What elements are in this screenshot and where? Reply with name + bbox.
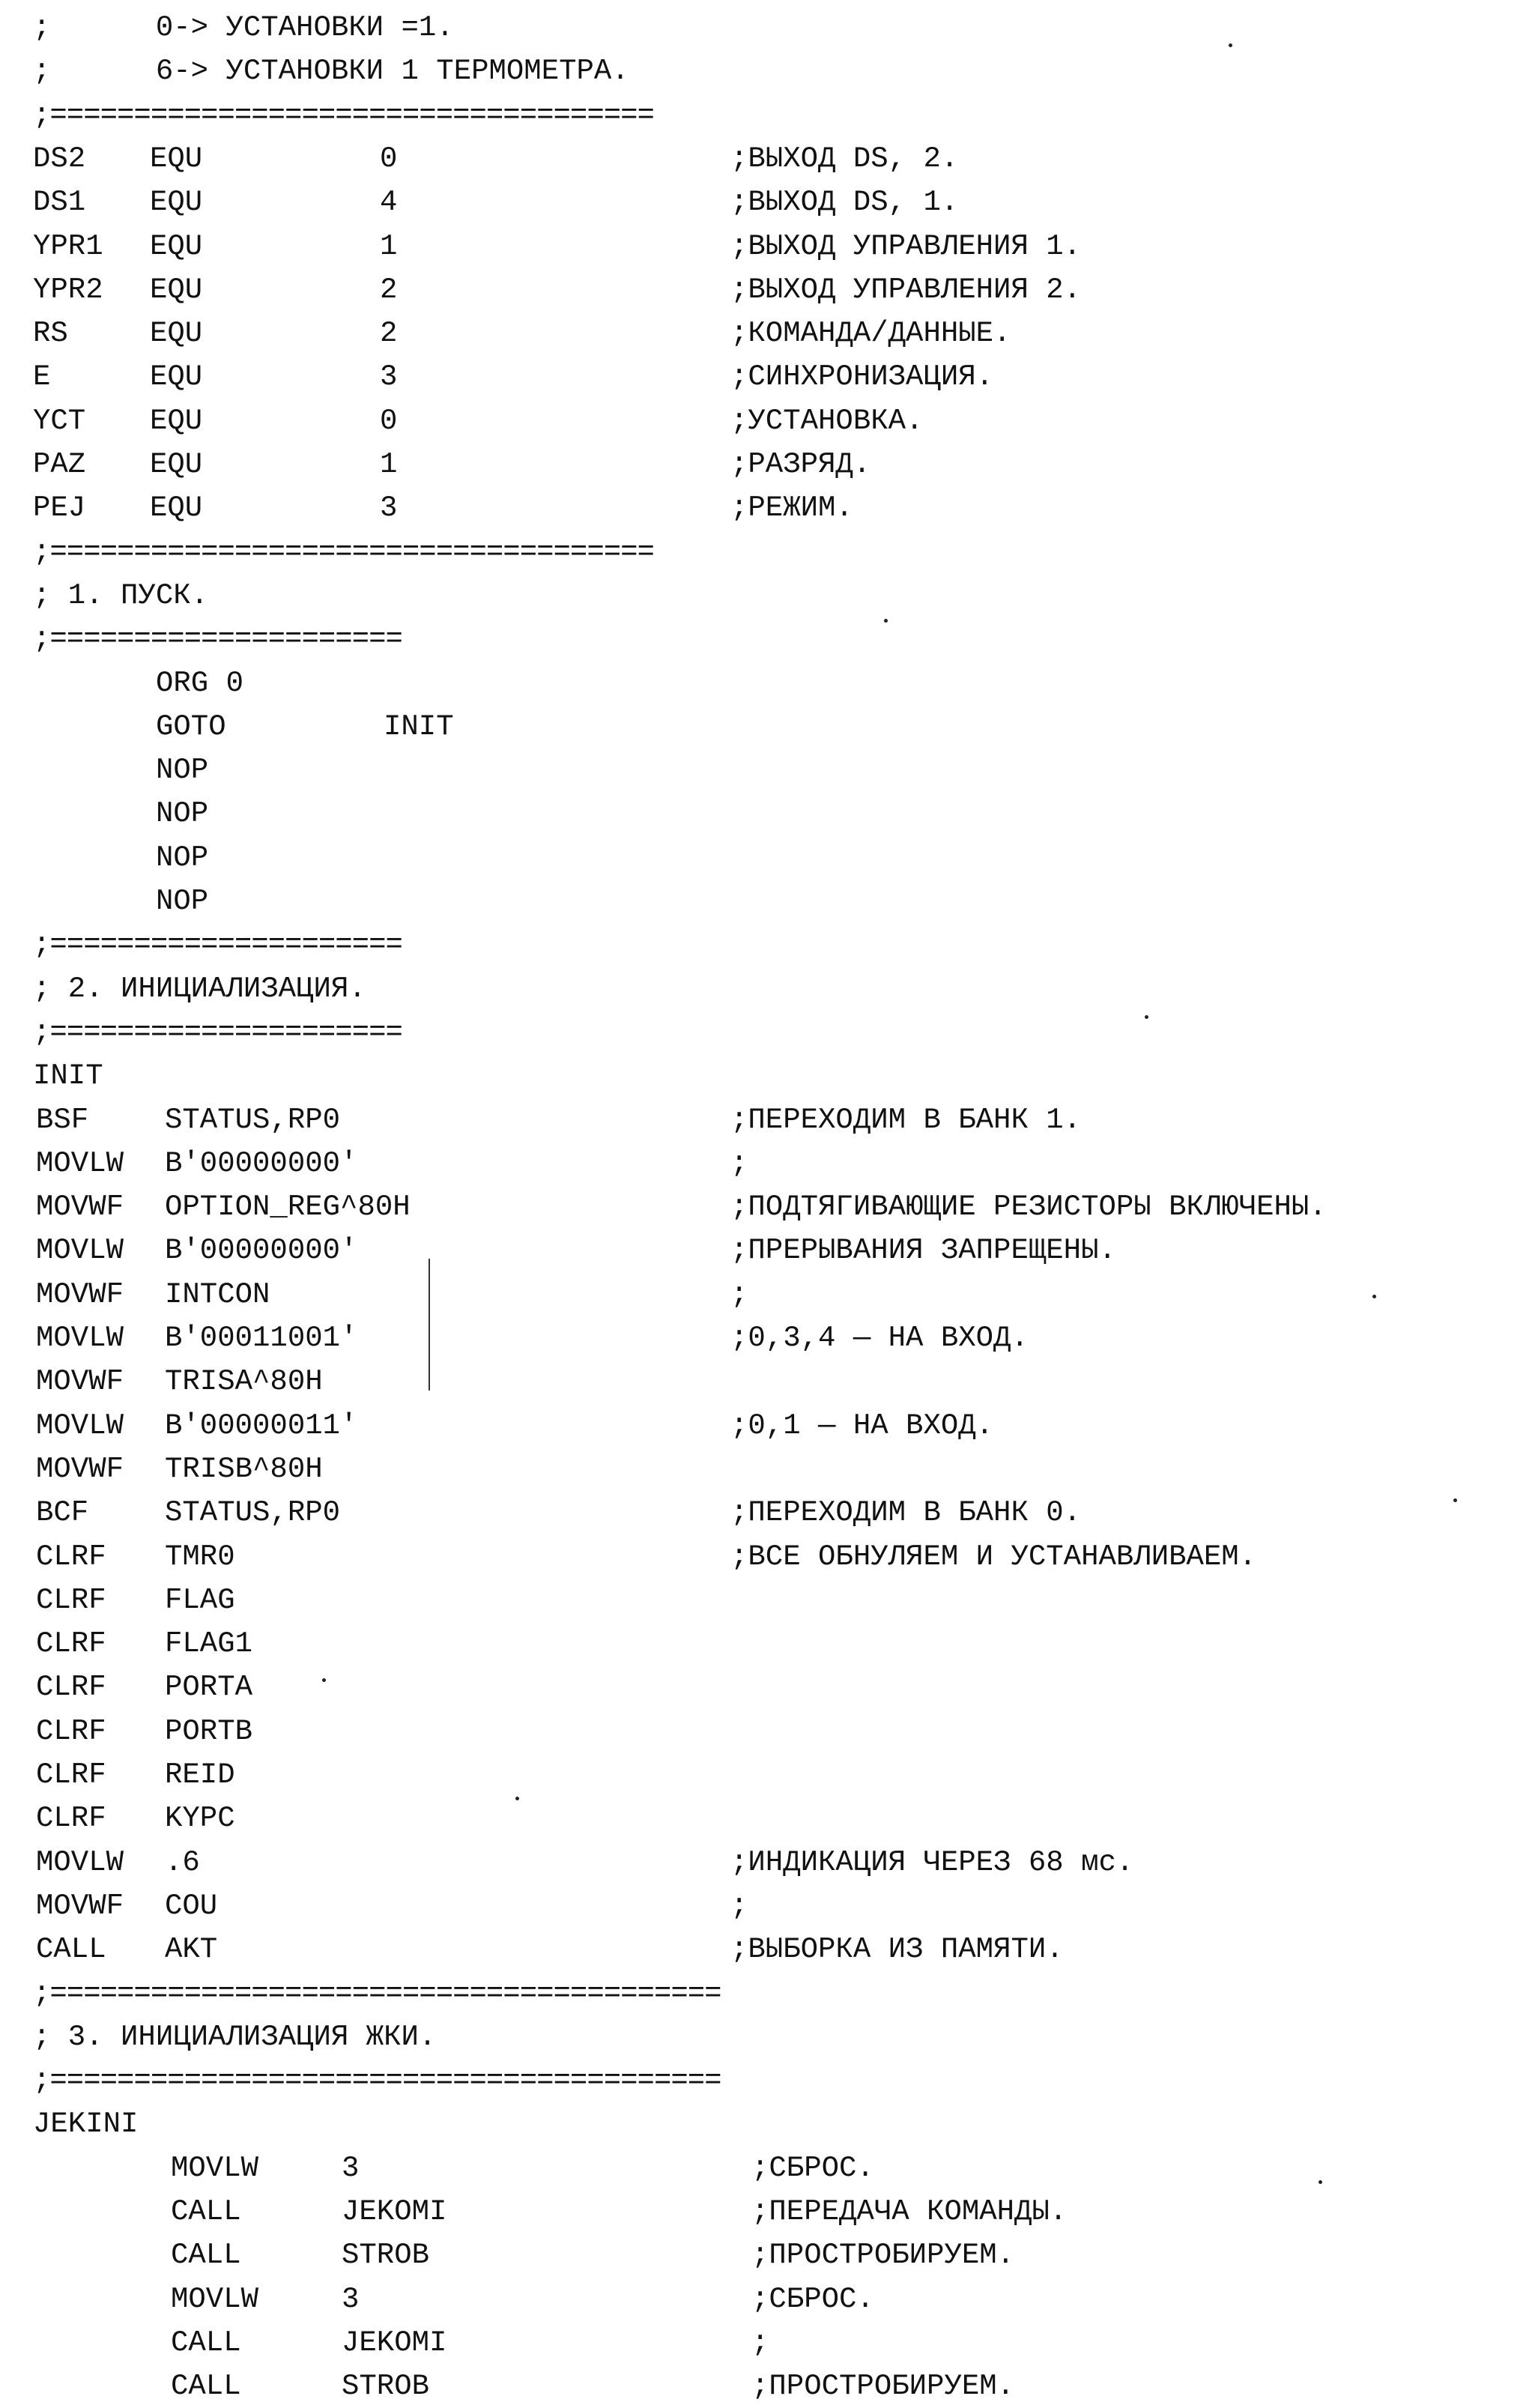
code-line [0, 967, 1538, 1011]
code-line [0, 137, 1538, 181]
line-comment: ;ПОДТЯГИВАЮЩИЕ РЕЗИСТОРЫ ВКЛЮЧЕНЫ. [730, 1191, 1327, 1224]
separator-line: ;===================== [33, 623, 402, 656]
mnemonic: CLRF [36, 1583, 106, 1617]
operand: REID [165, 1758, 235, 1791]
line-comment: ;ПЕРЕХОДИМ В БАНК 0. [730, 1496, 1082, 1530]
operand: STROB [342, 2239, 430, 2272]
separator-line: ;======================================== [33, 2064, 721, 2098]
symbol-name: RS [33, 317, 68, 351]
code-line [0, 443, 1538, 486]
code-line [0, 880, 1538, 923]
comment-text: ; 3. ИНИЦИАЛИЗАЦИЯ ЖКИ. [33, 2020, 437, 2054]
code-line [0, 617, 1538, 661]
code-line [0, 355, 1538, 399]
directive: EQU [150, 273, 203, 306]
mnemonic: MOVLW [36, 1146, 124, 1180]
line-comment: ;СБРОС. [751, 2151, 874, 2185]
mnemonic: MOVLW [171, 2282, 259, 2316]
mnemonic: CALL [171, 2326, 241, 2359]
code-line [0, 1797, 1538, 1840]
code-label: INIT [33, 1059, 103, 1093]
symbol-name: DS1 [33, 186, 86, 220]
separator-line: ;===================== [33, 928, 402, 962]
operand: B'00000000' [165, 1234, 358, 1268]
code-line [0, 486, 1538, 530]
code-line [0, 399, 1538, 443]
directive: EQU [150, 229, 203, 263]
symbol-name: YCT [33, 404, 86, 438]
code-line [0, 1011, 1538, 1054]
code-line [0, 662, 1538, 705]
symbol-value: 1 [380, 448, 398, 481]
symbol-name: E [33, 360, 51, 394]
directive: EQU [150, 142, 203, 175]
comment-text: ; 1. ПУСК. [33, 578, 209, 612]
mnemonic: NOP [156, 754, 209, 787]
line-comment: ;ВЫХОД DS, 1. [730, 186, 959, 220]
scan-speck [1372, 1295, 1376, 1298]
operand: .6 [165, 1845, 200, 1879]
line-comment: ;0,1 — НА ВХОД. [730, 1409, 994, 1442]
code-line [0, 1360, 1538, 1403]
line-comment: ;ПРЕРЫВАНИЯ ЗАПРЕЩЕНЫ. [730, 1234, 1116, 1268]
symbol-name: YPR2 [33, 273, 103, 306]
comment-text: ; 6-> УСТАНОВКИ 1 ТЕРМОМЕТРА. [33, 55, 629, 88]
code-line [0, 923, 1538, 966]
operand: STATUS,RP0 [165, 1103, 341, 1137]
comment-text: ; 2. ИНИЦИАЛИЗАЦИЯ. [33, 972, 366, 1005]
line-comment: ;ВСЕ ОБНУЛЯЕМ И УСТАНАВЛИВАЕМ. [730, 1540, 1257, 1573]
operand: OPTION_REG^80H [165, 1191, 411, 1224]
directive: EQU [150, 448, 203, 481]
code-line [0, 1185, 1538, 1229]
code-line [0, 705, 1538, 748]
handwritten-bracket [429, 1259, 446, 1391]
mnemonic: CLRF [36, 1714, 106, 1748]
mnemonic: BSF [36, 1103, 89, 1137]
line-comment: ;РАЗРЯД. [730, 448, 871, 481]
scan-speck [1229, 43, 1232, 47]
mnemonic: ORG 0 [156, 666, 244, 700]
code-line [0, 1229, 1538, 1272]
symbol-value: 2 [380, 273, 398, 306]
operand: TMR0 [165, 1540, 235, 1573]
code-line [0, 574, 1538, 617]
symbol-value: 2 [380, 317, 398, 351]
code-line [0, 2059, 1538, 2102]
mnemonic: MOVWF [36, 1191, 124, 1224]
code-line [0, 1404, 1538, 1447]
symbol-name: PAZ [33, 448, 86, 481]
symbol-value: 4 [380, 186, 398, 220]
operand: B'00011001' [165, 1322, 358, 1355]
operand: STATUS,RP0 [165, 1496, 341, 1530]
line-comment: ;ПЕРЕХОДИМ В БАНК 1. [730, 1103, 1082, 1137]
operand: JEKOMI [342, 2195, 447, 2228]
code-line [0, 748, 1538, 792]
code-line [0, 49, 1538, 93]
code-line [0, 2147, 1538, 2190]
mnemonic: BCF [36, 1496, 89, 1530]
code-line [0, 1666, 1538, 1709]
code-line [0, 1928, 1538, 1971]
operand: COU [165, 1889, 218, 1923]
operand: 3 [342, 2151, 360, 2185]
operand: FLAG [165, 1583, 235, 1617]
mnemonic: NOP [156, 885, 209, 918]
code-line [0, 836, 1538, 880]
symbol-value: 3 [380, 360, 398, 394]
mnemonic: CLRF [36, 1671, 106, 1704]
code-line [0, 530, 1538, 574]
code-line [0, 312, 1538, 355]
code-line [0, 2278, 1538, 2321]
operand: INTCON [165, 1277, 270, 1311]
code-line [0, 1579, 1538, 1622]
mnemonic: MOVLW [36, 1322, 124, 1355]
operand: INIT [384, 710, 454, 743]
scan-speck [322, 1678, 326, 1682]
code-line [0, 792, 1538, 835]
code-line [0, 1884, 1538, 1928]
code-line [0, 1841, 1538, 1884]
scan-speck [1145, 1015, 1148, 1019]
code-line [0, 1972, 1538, 2015]
mnemonic: GOTO [156, 710, 226, 743]
mnemonic: MOVWF [36, 1452, 124, 1486]
symbol-name: DS2 [33, 142, 86, 175]
operand: B'00000000' [165, 1146, 358, 1180]
symbol-name: PEJ [33, 491, 86, 525]
line-comment: ;ВЫХОД DS, 2. [730, 142, 959, 175]
code-line [0, 2190, 1538, 2233]
separator-line: ;======================================== [33, 1976, 721, 2010]
operand: FLAG1 [165, 1627, 253, 1661]
operand: TRISB^80H [165, 1452, 323, 1486]
scan-speck [884, 619, 888, 623]
line-comment: ;ПЕРЕДАЧА КОМАНДЫ. [751, 2195, 1068, 2228]
code-line [0, 225, 1538, 268]
line-comment: ; [730, 1146, 748, 1180]
code-line [0, 181, 1538, 224]
operand: STROB [342, 2370, 430, 2404]
directive: EQU [150, 360, 203, 394]
operand: 3 [342, 2282, 360, 2316]
operand: TRISA^80H [165, 1365, 323, 1399]
symbol-name: YPR1 [33, 229, 103, 263]
operand: B'00000011' [165, 1409, 358, 1442]
code-line [0, 268, 1538, 312]
separator-line: ;==================================== [33, 535, 654, 569]
code-line [0, 1622, 1538, 1666]
code-line [0, 1447, 1538, 1491]
code-line [0, 94, 1538, 137]
mnemonic: MOVLW [171, 2151, 259, 2185]
mnemonic: CLRF [36, 1627, 106, 1661]
line-comment: ;ПРОСТРОБИРУЕМ. [751, 2370, 1015, 2404]
directive: EQU [150, 491, 203, 525]
mnemonic: MOVWF [36, 1889, 124, 1923]
code-line [0, 2015, 1538, 2059]
code-line [0, 1142, 1538, 1185]
mnemonic: CLRF [36, 1540, 106, 1573]
code-line [0, 2233, 1538, 2277]
line-comment: ;ВЫХОД УПРАВЛЕНИЯ 2. [730, 273, 1082, 306]
code-line [0, 2102, 1538, 2146]
separator-line: ;==================================== [33, 98, 654, 132]
line-comment: ;КОМАНДА/ДАННЫЕ. [730, 317, 1011, 351]
mnemonic: CALL [171, 2239, 241, 2272]
line-comment: ; [730, 1277, 748, 1311]
mnemonic: MOVLW [36, 1845, 124, 1879]
mnemonic: CLRF [36, 1758, 106, 1791]
mnemonic: MOVLW [36, 1409, 124, 1442]
code-line [0, 2321, 1538, 2365]
code-line [0, 1316, 1538, 1360]
code-line [0, 1753, 1538, 1797]
mnemonic: NOP [156, 841, 209, 874]
mnemonic: NOP [156, 797, 209, 831]
line-comment: ; [730, 1889, 748, 1923]
operand: JEKOMI [342, 2326, 447, 2359]
code-line [0, 1710, 1538, 1753]
line-comment: ;УСТАНОВКА. [730, 404, 924, 438]
line-comment: ;ПРОСТРОБИРУЕМ. [751, 2239, 1015, 2272]
symbol-value: 1 [380, 229, 398, 263]
directive: EQU [150, 186, 203, 220]
scan-speck [1318, 2180, 1322, 2184]
operand: PORTB [165, 1714, 253, 1748]
code-line [0, 1535, 1538, 1579]
line-comment: ;ВЫБОРКА ИЗ ПАМЯТИ. [730, 1933, 1064, 1967]
symbol-value: 3 [380, 491, 398, 525]
line-comment: ; [751, 2326, 769, 2359]
mnemonic: CALL [36, 1933, 106, 1967]
code-line [0, 2365, 1538, 2408]
code-line [0, 1273, 1538, 1316]
scan-speck [515, 1797, 519, 1800]
code-line [0, 1098, 1538, 1142]
symbol-value: 0 [380, 142, 398, 175]
line-comment: ;0,3,4 — НА ВХОД. [730, 1322, 1029, 1355]
scan-speck [1453, 1498, 1457, 1502]
directive: EQU [150, 317, 203, 351]
directive: EQU [150, 404, 203, 438]
mnemonic: CALL [171, 2195, 241, 2228]
symbol-value: 0 [380, 404, 398, 438]
line-comment: ;РЕЖИМ. [730, 491, 853, 525]
code-label: JEKINI [33, 2108, 139, 2141]
code-line [0, 1054, 1538, 1098]
line-comment: ;СИНХРОНИЗАЦИЯ. [730, 360, 994, 394]
mnemonic: MOVWF [36, 1365, 124, 1399]
operand: KYPC [165, 1802, 235, 1836]
mnemonic: CLRF [36, 1802, 106, 1836]
mnemonic: CALL [171, 2370, 241, 2404]
separator-line: ;===================== [33, 1015, 402, 1049]
operand: PORTA [165, 1671, 253, 1704]
code-line [0, 6, 1538, 49]
line-comment: ;ВЫХОД УПРАВЛЕНИЯ 1. [730, 229, 1082, 263]
code-line [0, 1491, 1538, 1534]
mnemonic: MOVWF [36, 1277, 124, 1311]
line-comment: ;ИНДИКАЦИЯ ЧЕРЕЗ 68 мс. [730, 1845, 1134, 1879]
line-comment: ;СБРОС. [751, 2282, 874, 2316]
comment-text: ; 0-> УСТАНОВКИ =1. [33, 11, 454, 44]
operand: AKT [165, 1933, 218, 1967]
mnemonic: MOVLW [36, 1234, 124, 1268]
